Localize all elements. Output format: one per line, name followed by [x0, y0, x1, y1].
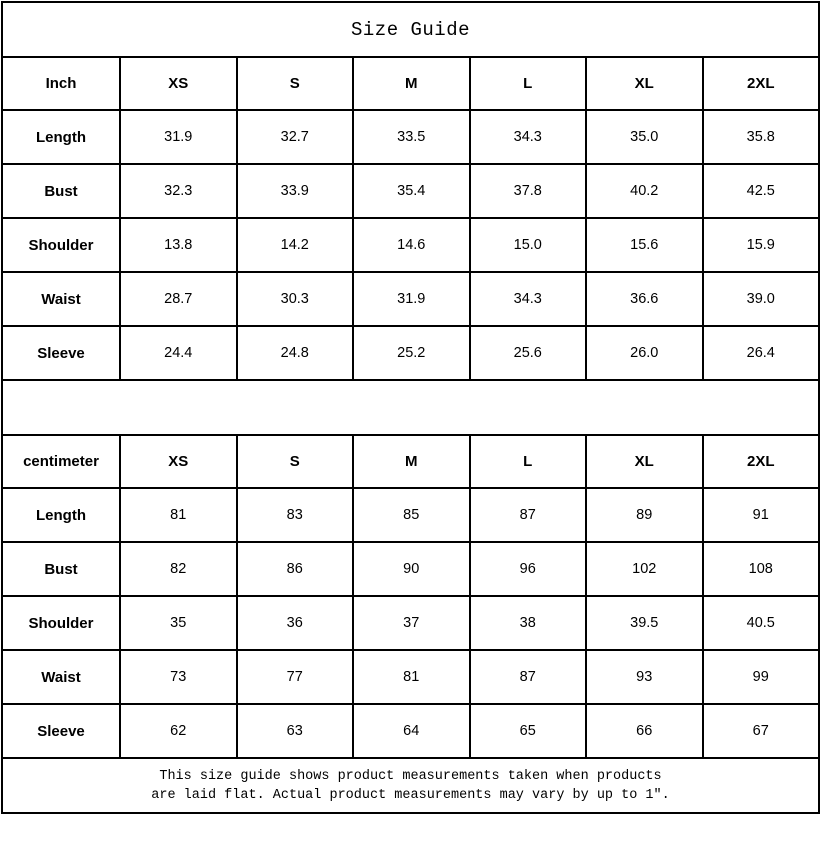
- size-value-cell: 35.4: [353, 164, 470, 218]
- row-label: Length: [2, 488, 120, 542]
- row-label: Sleeve: [2, 704, 120, 758]
- size-value-cell: 86: [237, 542, 354, 596]
- size-guide-table: [1, 1, 820, 814]
- size-value-cell: 42.5: [703, 164, 820, 218]
- size-value-cell: 15.9: [703, 218, 820, 272]
- size-value-cell: 26.0: [586, 326, 703, 380]
- title-row: [2, 2, 819, 57]
- row-label: Waist: [2, 650, 120, 704]
- size-value-cell: 108: [703, 542, 820, 596]
- size-value-cell: 39.5: [586, 596, 703, 650]
- table-row: [2, 218, 819, 272]
- size-value-cell: 81: [353, 650, 470, 704]
- row-label: Waist: [2, 272, 120, 326]
- table-row: [2, 650, 819, 704]
- size-value-cell: 26.4: [703, 326, 820, 380]
- table-row: [2, 272, 819, 326]
- size-value-cell: 35.0: [586, 110, 703, 164]
- size-value-cell: 64: [353, 704, 470, 758]
- size-header-s: S: [237, 435, 354, 488]
- row-label: Shoulder: [2, 218, 120, 272]
- footer-note: [2, 758, 819, 813]
- table-row: [2, 542, 819, 596]
- size-value-cell: 13.8: [120, 218, 237, 272]
- row-label: Bust: [2, 542, 120, 596]
- size-value-cell: 38: [470, 596, 587, 650]
- size-value-cell: 81: [120, 488, 237, 542]
- cm-table-body: [2, 488, 819, 758]
- size-value-cell: 77: [237, 650, 354, 704]
- size-value-cell: 40.2: [586, 164, 703, 218]
- size-value-cell: 67: [703, 704, 820, 758]
- size-value-cell: 24.4: [120, 326, 237, 380]
- size-value-cell: 93: [586, 650, 703, 704]
- size-value-cell: 33.9: [237, 164, 354, 218]
- table-spacer-row: [2, 380, 819, 435]
- size-header-m: M: [353, 57, 470, 110]
- table-row: [2, 110, 819, 164]
- size-value-cell: 96: [470, 542, 587, 596]
- size-header-xs: XS: [120, 435, 237, 488]
- row-label: Length: [2, 110, 120, 164]
- size-value-cell: 73: [120, 650, 237, 704]
- page-title: Size Guide: [2, 2, 819, 57]
- size-value-cell: 25.2: [353, 326, 470, 380]
- size-value-cell: 65: [470, 704, 587, 758]
- size-value-cell: 25.6: [470, 326, 587, 380]
- size-value-cell: 31.9: [120, 110, 237, 164]
- table-row: [2, 704, 819, 758]
- size-value-cell: 91: [703, 488, 820, 542]
- size-value-cell: 89: [586, 488, 703, 542]
- inch-table-body: [2, 110, 819, 380]
- size-header-xs: XS: [120, 57, 237, 110]
- size-value-cell: 14.2: [237, 218, 354, 272]
- table-spacer: [2, 380, 819, 435]
- size-header-xl: XL: [586, 435, 703, 488]
- row-label: Sleeve: [2, 326, 120, 380]
- table-row: [2, 326, 819, 380]
- size-value-cell: 39.0: [703, 272, 820, 326]
- size-value-cell: 14.6: [353, 218, 470, 272]
- size-value-cell: 62: [120, 704, 237, 758]
- size-header-s: S: [237, 57, 354, 110]
- size-header-m: M: [353, 435, 470, 488]
- footer-note-line1: This size guide shows product measurements taken when products: [159, 768, 662, 784]
- size-value-cell: 66: [586, 704, 703, 758]
- size-value-cell: 99: [703, 650, 820, 704]
- size-value-cell: 87: [470, 488, 587, 542]
- size-value-cell: 15.0: [470, 218, 587, 272]
- row-label: Bust: [2, 164, 120, 218]
- size-header-xl: XL: [586, 57, 703, 110]
- size-value-cell: 63: [237, 704, 354, 758]
- size-header-2xl: 2XL: [703, 57, 820, 110]
- table-row: [2, 164, 819, 218]
- inch-unit-header: Inch: [2, 57, 120, 110]
- size-value-cell: 33.5: [353, 110, 470, 164]
- size-value-cell: 87: [470, 650, 587, 704]
- size-value-cell: 24.8: [237, 326, 354, 380]
- size-value-cell: 32.7: [237, 110, 354, 164]
- size-value-cell: 36: [237, 596, 354, 650]
- size-value-cell: 30.3: [237, 272, 354, 326]
- cm-unit-header: centimeter: [2, 435, 120, 488]
- size-value-cell: 28.7: [120, 272, 237, 326]
- size-value-cell: 35.8: [703, 110, 820, 164]
- inch-header-row: [2, 57, 819, 110]
- size-value-cell: 36.6: [586, 272, 703, 326]
- size-value-cell: 35: [120, 596, 237, 650]
- size-value-cell: 15.6: [586, 218, 703, 272]
- size-value-cell: 102: [586, 542, 703, 596]
- size-value-cell: 34.3: [470, 110, 587, 164]
- footer-row: [2, 758, 819, 813]
- table-row: [2, 596, 819, 650]
- size-value-cell: 82: [120, 542, 237, 596]
- cm-header-row: [2, 435, 819, 488]
- footer-note-line2: are laid flat. Actual product measurements may vary by up to 1″.: [151, 787, 670, 803]
- size-value-cell: 83: [237, 488, 354, 542]
- size-value-cell: 34.3: [470, 272, 587, 326]
- table-row: [2, 488, 819, 542]
- size-value-cell: 32.3: [120, 164, 237, 218]
- size-value-cell: 85: [353, 488, 470, 542]
- row-label: Shoulder: [2, 596, 120, 650]
- size-header-l: L: [470, 435, 587, 488]
- size-header-l: L: [470, 57, 587, 110]
- size-value-cell: 37: [353, 596, 470, 650]
- size-value-cell: 37.8: [470, 164, 587, 218]
- size-value-cell: 90: [353, 542, 470, 596]
- size-value-cell: 31.9: [353, 272, 470, 326]
- size-value-cell: 40.5: [703, 596, 820, 650]
- size-header-2xl: 2XL: [703, 435, 820, 488]
